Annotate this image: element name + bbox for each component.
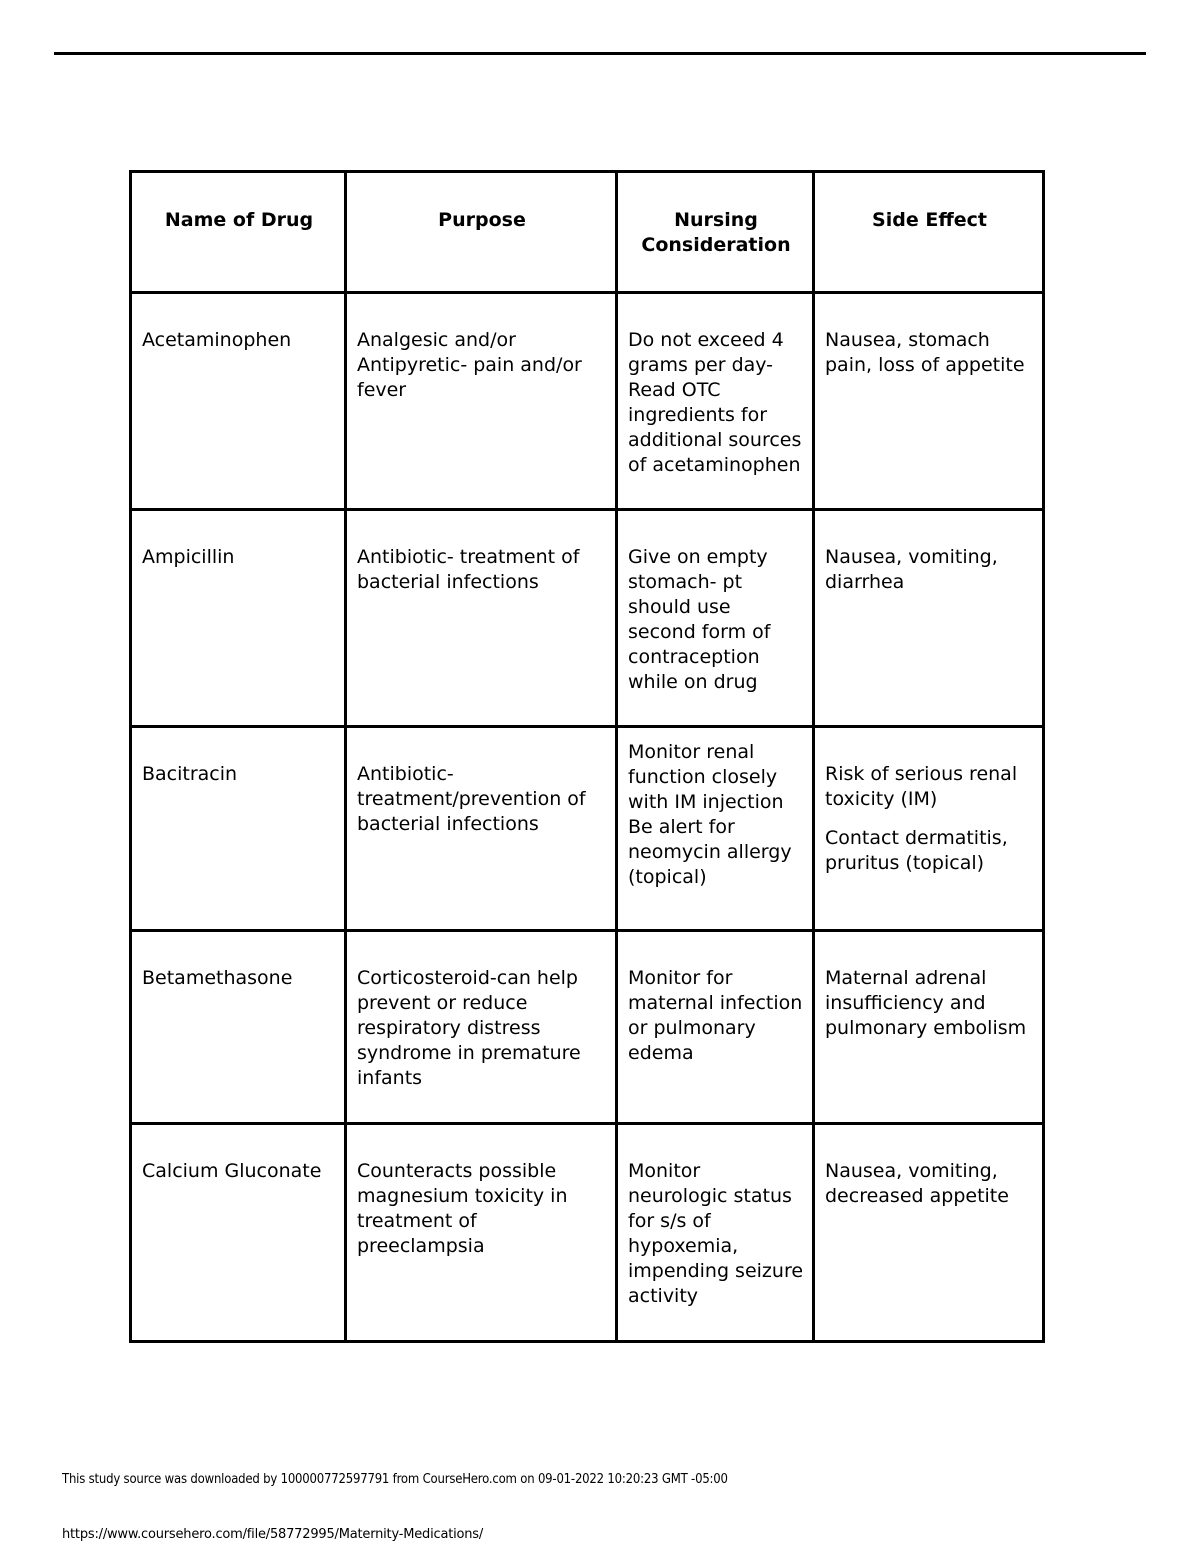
nursing-consideration-cell: Monitor for maternal infection or pulmonary edema: [617, 931, 814, 1124]
purpose-cell: Antibiotic- treatment of bacterial infections: [346, 510, 617, 727]
purpose-cell: Counteracts possible magnesium toxicity in treatment of preeclampsia: [346, 1124, 617, 1342]
header-purpose: Purpose: [346, 172, 617, 293]
drug-name-cell: Bacitracin: [131, 727, 346, 931]
purpose-cell: Corticosteroid-can help prevent or reduce respiratory distress syndrome in premature infants: [346, 931, 617, 1124]
nursing-consideration-cell: Give on empty stomach- pt should use second form of contraception while on drug: [617, 510, 814, 727]
side-effect-text: Contact dermatitis, pruritus (topical): [825, 827, 1008, 874]
nursing-consideration-cell: Monitor renal function closely with IM injection Be alert for neomycin allergy (topical): [617, 727, 814, 931]
header-nursing-consideration: Nursing Consideration: [617, 172, 814, 293]
nursing-consideration-cell: Monitor neurologic status for s/s of hypoxemia, impending seizure activity: [617, 1124, 814, 1342]
drug-name-cell: Betamethasone: [131, 931, 346, 1124]
side-effect-cell: [814, 931, 1044, 1124]
side-effect-cell: [814, 510, 1044, 727]
side-effect-cell: [814, 1124, 1044, 1342]
table-row: [131, 293, 1044, 510]
header-side-effect: Side Effect: [814, 172, 1044, 293]
drug-table: [129, 170, 1045, 1343]
table-row: [131, 727, 1044, 931]
download-source-notice: This study source was downloaded by 100000772597791 from CourseHero.com on 09-01-2022 10:20:23 GMT -05:00: [62, 1472, 728, 1487]
side-effect-cell: [814, 293, 1044, 510]
table-row: [131, 931, 1044, 1124]
side-effect-text: Nausea, vomiting, diarrhea: [825, 546, 998, 593]
purpose-cell: Antibiotic- treatment/prevention of bacterial infections: [346, 727, 617, 931]
drug-name-cell: Acetaminophen: [131, 293, 346, 510]
drug-name-cell: Calcium Gluconate: [131, 1124, 346, 1342]
nursing-consideration-cell: Do not exceed 4 grams per day- Read OTC ingredients for additional sources of acetaminophen: [617, 293, 814, 510]
drug-name-cell: Ampicillin: [131, 510, 346, 727]
side-effect-text: Risk of serious renal toxicity (IM): [825, 763, 1018, 810]
side-effect-cell: [814, 727, 1044, 931]
table-row: [131, 1124, 1044, 1342]
header-row: [131, 172, 1044, 293]
purpose-cell: Analgesic and/or Antipyretic- pain and/or fever: [346, 293, 617, 510]
header-name-of-drug: Name of Drug: [131, 172, 346, 293]
table-row: [131, 510, 1044, 727]
side-effect-text: Maternal adrenal insufficiency and pulmonary embolism: [825, 967, 1027, 1039]
side-effect-text: Nausea, stomach pain, loss of appetite: [825, 329, 1025, 376]
source-url[interactable]: https://www.coursehero.com/file/58772995/Maternity-Medications/: [62, 1527, 484, 1542]
top-horizontal-rule: [54, 52, 1146, 55]
side-effect-text: Nausea, vomiting, decreased appetite: [825, 1160, 1009, 1207]
